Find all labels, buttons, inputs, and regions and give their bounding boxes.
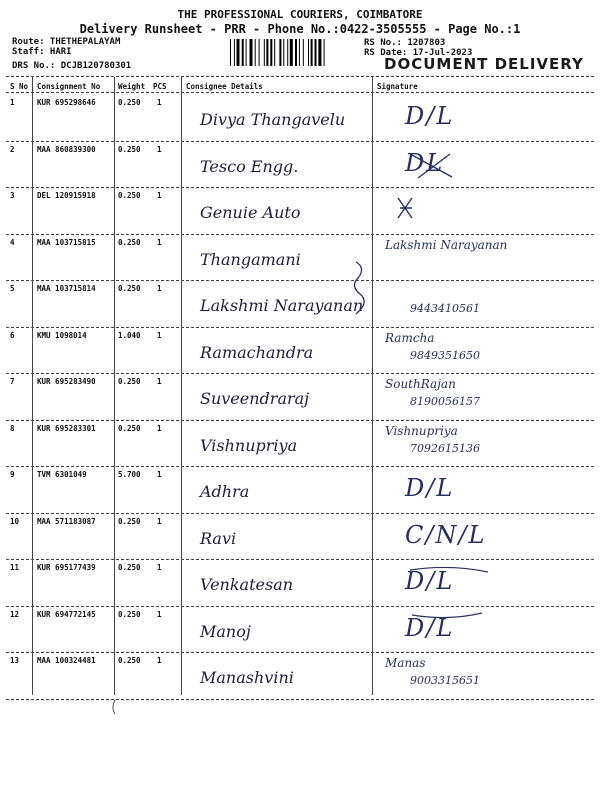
row-weight: 0.250 <box>118 516 141 526</box>
row-consignee-name: Vishnupriya <box>200 435 298 455</box>
row-divider <box>6 606 594 607</box>
row-sno: 5 <box>10 284 15 293</box>
row-pcs: 1 <box>157 656 162 665</box>
row-consignee-name: Adhra <box>200 482 250 501</box>
row-divider <box>6 327 594 328</box>
barcode-bar <box>279 39 281 66</box>
drs-number: DRS No.: DCJB120780301 <box>12 61 132 71</box>
row-pcs: 1 <box>157 284 162 293</box>
row-weight: 0.250 <box>118 423 141 433</box>
barcode-bar <box>270 39 272 66</box>
row-sno: 4 <box>10 237 15 247</box>
row-consignment-no: DEL 120915918 <box>37 191 96 200</box>
row-consignment-no: KUR 695298646 <box>37 98 96 107</box>
col-header-pcs: PCS <box>153 82 167 91</box>
row-consignee-name: Manashvini <box>200 668 294 687</box>
row-consignee-name: Genuie Auto <box>200 203 301 222</box>
row-signature: D/L <box>405 567 455 595</box>
col-header-signature: Signature <box>377 82 418 91</box>
barcode-bar <box>295 39 297 66</box>
col-header-consignment: Consignment No <box>37 82 101 91</box>
row-consignment-no: KMU 1098014 <box>37 330 87 340</box>
barcode-bar <box>246 39 247 66</box>
row-signature: D/L <box>405 613 455 642</box>
sig-mark-row3 <box>398 198 412 218</box>
row-pcs: 1 <box>157 423 162 433</box>
row-pcs: 1 <box>157 330 162 340</box>
row-pcs: 1 <box>157 144 162 154</box>
row-signature: Lakshmi Narayanan <box>385 237 508 252</box>
barcode-bar <box>283 39 284 66</box>
row-sno: 10 <box>10 516 20 526</box>
row-pcs: 1 <box>157 98 162 107</box>
row-consignee-name: Divya Thangavelu <box>200 110 346 129</box>
row-consignee-name: Ramachandra <box>200 342 314 362</box>
row-signature: Ramcha <box>385 330 435 345</box>
row-consignment-no: MAA 103715815 <box>37 237 96 247</box>
barcode-bar <box>290 39 293 66</box>
row-sno: 12 <box>10 609 20 619</box>
row-sno: 13 <box>10 656 20 665</box>
row-consignment-no: KUR 695283490 <box>37 377 96 386</box>
barcode-bar <box>237 39 240 66</box>
barcode <box>230 39 356 66</box>
row-consignee-name: Manoj <box>200 621 251 641</box>
barcode-bar <box>264 39 265 66</box>
barcode-bar <box>287 39 288 66</box>
row-signature: D/L <box>405 474 455 502</box>
barcode-bar <box>234 39 235 66</box>
row-consignee-name: Thangamani <box>200 249 301 269</box>
row-divider <box>6 234 594 235</box>
row-divider <box>6 466 594 467</box>
row-sno: 3 <box>10 191 15 200</box>
stray-mark <box>113 700 115 714</box>
row-weight: 0.250 <box>118 656 141 665</box>
row-signature: D/L <box>405 102 455 130</box>
row-pcs: 1 <box>157 237 162 247</box>
company-title: THE PROFESSIONAL COURIERS, COIMBATORE <box>177 8 423 21</box>
row-consignment-no: MAA 860839300 <box>37 144 96 154</box>
row-consignment-no: KUR 694772145 <box>37 609 96 619</box>
col-header-weight: Weight <box>118 82 146 91</box>
row-pcs: 1 <box>157 609 162 619</box>
table-top-rule <box>6 76 594 77</box>
row-consignment-no: MAA 100324481 <box>37 656 96 665</box>
route-label: Route: THETHEPALAYAM <box>12 37 121 47</box>
barcode-bar <box>274 39 275 66</box>
row-weight: 0.250 <box>118 377 141 386</box>
barcode-bar <box>255 39 256 66</box>
row-consignee-name: Tesco Engg. <box>200 156 299 176</box>
col-header-sno: S No <box>10 82 29 91</box>
row-consignment-no: MAA 103715814 <box>37 284 96 293</box>
row-sno: 1 <box>10 98 15 107</box>
row-sno: 9 <box>10 470 15 479</box>
row-signature-phone: 7092615136 <box>410 441 480 455</box>
row-weight: 5.700 <box>118 470 141 479</box>
row-signature-phone: 8190056157 <box>410 395 480 408</box>
barcode-bar <box>318 39 321 66</box>
row-weight: 0.250 <box>118 563 141 572</box>
row-weight: 0.250 <box>118 144 141 154</box>
row-pcs: 1 <box>157 377 162 386</box>
staff-label: Staff: HARI <box>12 47 72 57</box>
row-sno: 8 <box>10 423 15 433</box>
col-header-consignee: Consignee Details <box>186 82 263 91</box>
row-consignee-name: Lakshmi Narayanan <box>200 296 364 315</box>
row-signature: SouthRajan <box>385 377 456 391</box>
barcode-bar <box>266 39 268 66</box>
barcode-bar <box>250 39 253 66</box>
document-delivery-stamp: DOCUMENT DELIVERY <box>384 55 584 73</box>
row-divider <box>6 652 594 653</box>
row-signature: Manas <box>385 656 426 670</box>
row-pcs: 1 <box>157 191 162 200</box>
row-signature: C/N/L <box>405 520 487 549</box>
row-signature-phone: 9003315651 <box>410 674 480 687</box>
row-consignee-name: Ravi <box>200 528 237 548</box>
runsheet-title: Delivery Runsheet - PRR - Phone No.:0422-3505555 - Page No.:1 <box>79 22 521 36</box>
row-pcs: 1 <box>157 563 162 572</box>
row-weight: 0.250 <box>118 284 141 293</box>
col-divider <box>114 77 115 695</box>
row-consignment-no: KUR 695177439 <box>37 563 96 572</box>
row-divider <box>6 420 594 421</box>
barcode-bar <box>324 39 325 66</box>
row-divider <box>6 280 594 281</box>
row-divider <box>6 141 594 142</box>
col-divider <box>32 77 33 695</box>
row-consignee-name: Suveendraraj <box>200 389 310 408</box>
row-sno: 7 <box>10 377 15 386</box>
col-divider <box>181 77 182 695</box>
barcode-bar <box>303 39 304 66</box>
barcode-bar <box>259 39 260 66</box>
row-signature-phone: 9443410561 <box>410 302 480 315</box>
row-signature-phone: 9849351650 <box>410 348 480 362</box>
row-weight: 0.250 <box>118 609 141 619</box>
barcode-bar <box>230 39 231 66</box>
rs-number: RS No.: 1207803 <box>364 38 446 48</box>
row-pcs: 1 <box>157 516 162 526</box>
row-weight: 0.250 <box>118 191 141 200</box>
row-weight: 0.250 <box>118 237 141 247</box>
row-pcs: 1 <box>157 470 162 479</box>
row-consignment-no: MAA 571183087 <box>37 516 96 526</box>
row-consignment-no: KUR 695283301 <box>37 423 96 433</box>
barcode-bar <box>308 39 309 66</box>
barcode-bar <box>242 39 244 66</box>
row-sno: 2 <box>10 144 15 154</box>
row-divider <box>6 559 594 560</box>
row-weight: 0.250 <box>118 98 141 107</box>
row-weight: 1.040 <box>118 330 141 340</box>
row-sno: 11 <box>10 563 20 572</box>
barcode-bar <box>299 39 300 66</box>
barcode-bar <box>311 39 313 66</box>
barcode-bar <box>315 39 317 66</box>
row-consignment-no: TVM 6301049 <box>37 470 87 479</box>
col-divider <box>372 77 373 695</box>
table-header-rule <box>6 92 594 93</box>
row-consignee-name: Venkatesan <box>200 575 294 594</box>
row-divider <box>6 513 594 514</box>
row-signature: Vishnupriya <box>385 423 458 438</box>
row-signature: DL <box>405 148 445 177</box>
row-divider <box>6 187 594 188</box>
rs-date: RS Date: 17-Jul-2023 <box>364 48 473 58</box>
row-divider <box>6 699 594 700</box>
row-sno: 6 <box>10 330 15 340</box>
row-divider <box>6 373 594 374</box>
